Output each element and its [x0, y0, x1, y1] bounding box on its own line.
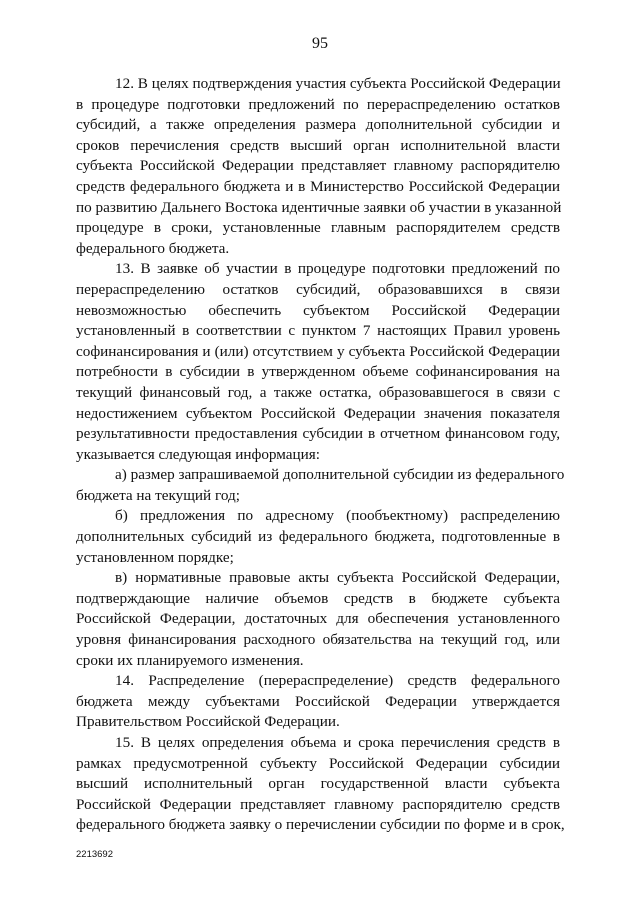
text-line: дополнительных субсидий из федерального бюджета, подготовленные в — [76, 528, 560, 546]
text-line: указывается следующая информация: — [76, 445, 320, 463]
text-line: Российской Федерации представляет главному распорядителю средств — [76, 795, 560, 813]
text-line: субъекта Российской Федерации представляет главному распорядителю — [76, 157, 560, 175]
text-line: в процедуре подготовки предложений по перераспределению остатков — [76, 95, 560, 113]
text-line: 15. В целях определения объема и срока перечисления средств в — [115, 734, 560, 751]
text-line: процедуре в сроки, установленные главным распорядителем средств — [76, 219, 560, 237]
text-line: по развитию Дальнего Востока идентичные заявки об участии в указанной — [76, 198, 562, 216]
text-line: установленном порядке; — [76, 548, 234, 566]
text-line: высший исполнительный орган государственной власти субъекта — [76, 775, 560, 793]
text-line: установленный в соответствии с пунктом 7 настоящих Правил уровень — [76, 322, 560, 340]
text-line: 12. В целях подтверждения участия субъекта Российской Федерации — [115, 75, 561, 92]
text-line: федерального бюджета заявку о перечислении субсидии по форме и в срок, — [76, 816, 565, 834]
text-line: 13. В заявке об участии в процедуре подготовки предложений по — [115, 260, 560, 278]
text-line: средств федерального бюджета и в Министерство Российской Федерации — [76, 177, 560, 195]
paragraph-12 — [76, 74, 565, 836]
text-line: б) предложения по адресному (пообъектному) распределению — [115, 507, 560, 525]
text-line: недостижением субъектом Российской Федерации значения показателя — [76, 404, 560, 422]
text-line: а) размер запрашиваемой дополнительной субсидии из федерального — [115, 466, 565, 484]
text-line: в) нормативные правовые акты субъекта Российской Федерации, — [115, 569, 560, 587]
page-number: 95 — [312, 35, 328, 52]
text-line: бюджета между субъектами Российской Федерации утверждается — [76, 692, 560, 710]
text-line: сроков перечисления средств высший орган исполнительной власти — [76, 136, 560, 154]
text-line: субсидий, а также определения размера дополнительной субсидии и — [76, 116, 560, 134]
document-code: 2213692 — [76, 849, 113, 860]
text-line: Российской Федерации, достаточных для обеспечения установленного — [76, 610, 560, 628]
text-line: Правительством Российской Федерации. — [76, 713, 340, 731]
text-line: перераспределению остатков субсидий, образовавшихся в связи — [76, 280, 560, 298]
text-line: софинансирования и (или) отсутствием у субъекта Российской Федерации — [76, 342, 560, 360]
text-line: результативности предоставления субсидии в отчетном финансовом году, — [76, 425, 560, 443]
text-line: рамках предусмотренной субъекту Российской Федерации субсидии — [76, 754, 560, 772]
text-line: невозможностью обеспечить субъектом Российской Федерации — [76, 301, 560, 319]
text-line: подтверждающие наличие объемов средств в бюджете субъекта — [76, 589, 560, 607]
text-line: бюджета на текущий год; — [76, 486, 240, 504]
text-line: текущий финансовый год, а также остатка, образовавшегося в связи с — [76, 383, 560, 401]
text-line: уровня финансирования расходного обязательства на текущий год, или — [76, 631, 560, 649]
text-line: потребности в субсидии в утвержденном объеме софинансирования на — [76, 363, 560, 381]
text-line: 14. Распределение (перераспределение) средств федерального — [115, 672, 560, 690]
text-line: сроки их планируемого изменения. — [76, 651, 304, 669]
text-line: федерального бюджета. — [76, 239, 230, 257]
